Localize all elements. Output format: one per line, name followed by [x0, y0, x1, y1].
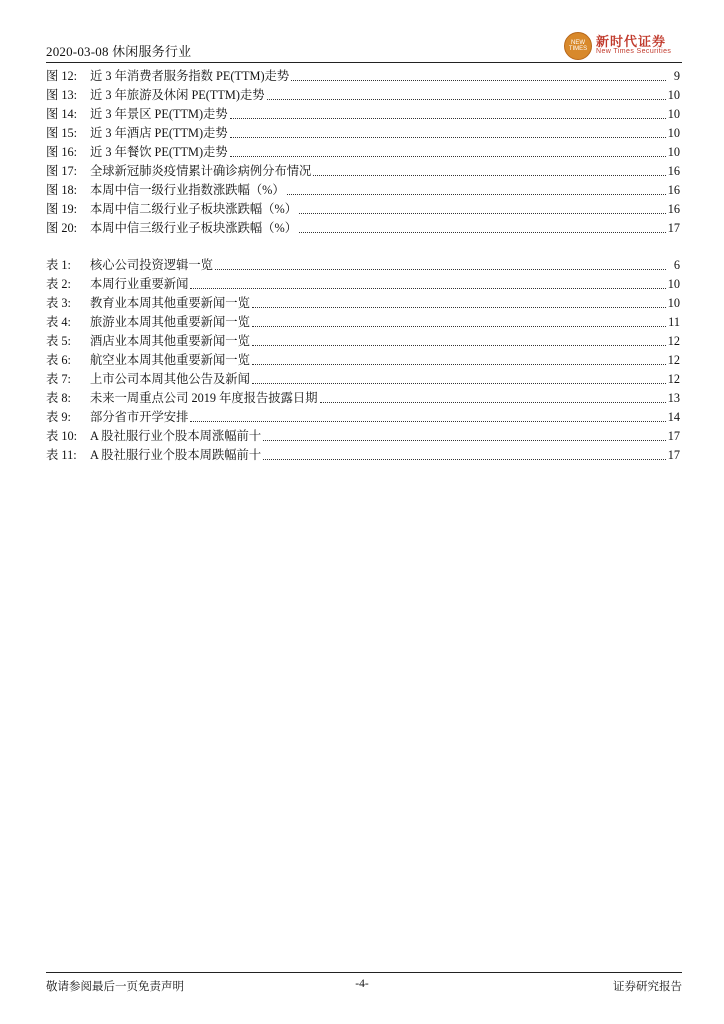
- figure-entry-page: 10: [667, 107, 680, 121]
- table-entry[interactable]: [46, 313, 680, 331]
- dot-leader: [190, 288, 665, 289]
- table-entry-page: 13: [667, 391, 680, 405]
- table-entry[interactable]: [46, 446, 680, 464]
- dot-leader: [287, 194, 666, 195]
- table-entry-title: 本周行业重要新闻: [90, 277, 189, 291]
- table-entry-title: 航空业本周其他重要新闻一览: [90, 353, 250, 367]
- figure-entry-label: 图 17:: [46, 164, 78, 178]
- table-entry[interactable]: [46, 351, 680, 369]
- figure-entry[interactable]: [46, 124, 680, 142]
- table-entry-title: 上市公司本周其他公告及新闻: [90, 372, 250, 386]
- dot-leader: [252, 383, 666, 384]
- logo-name-cn: 新时代证券: [596, 35, 667, 50]
- figure-entry-label: 图 16:: [46, 145, 78, 159]
- table-entry-title: 旅游业本周其他重要新闻一览: [90, 315, 250, 329]
- table-entry-label: 表 5:: [46, 334, 71, 348]
- figure-entry[interactable]: [46, 200, 680, 218]
- dot-leader: [252, 364, 666, 365]
- logo-mark-icon: [564, 32, 592, 60]
- dot-leader: [215, 269, 666, 270]
- figure-entry-page: 16: [667, 183, 680, 197]
- table-entry-title: 酒店业本周其他重要新闻一览: [90, 334, 250, 348]
- table-entry-title: 教育业本周其他重要新闻一览: [90, 296, 250, 310]
- dot-leader: [320, 402, 666, 403]
- table-entry-page: 10: [667, 277, 680, 291]
- table-entry-label: 表 4:: [46, 315, 71, 329]
- company-logo: [564, 30, 682, 60]
- table-entry-page: 11: [668, 315, 680, 329]
- dot-leader: [267, 99, 666, 100]
- dot-leader: [263, 440, 666, 441]
- figure-entry-label: 图 12:: [46, 69, 78, 83]
- figure-entry-title: 近 3 年餐饮 PE(TTM)走势: [90, 145, 228, 159]
- table-entry[interactable]: [46, 389, 680, 407]
- footer-report-type: 证券研究报告: [613, 981, 682, 993]
- dot-leader: [313, 175, 665, 176]
- figure-entry-label: 图 18:: [46, 183, 78, 197]
- figure-entry-page: 9: [673, 69, 680, 83]
- table-entry-page: 17: [667, 429, 680, 443]
- figure-entry-title: 本周中信二级行业子板块涨跌幅（%）: [90, 202, 297, 216]
- dot-leader: [230, 118, 666, 119]
- table-entry-label: 表 6:: [46, 353, 71, 367]
- table-entry[interactable]: [46, 408, 680, 426]
- figure-entry[interactable]: [46, 162, 680, 180]
- logo-name-en: New Times Securities: [596, 48, 672, 55]
- table-entry-label: 表 9:: [46, 410, 71, 424]
- dot-leader: [230, 137, 666, 138]
- logo-mark-text-2: TIMES: [568, 46, 588, 52]
- figure-entry-title: 全球新冠肺炎疫情累计确诊病例分布情况: [90, 164, 312, 178]
- page-header: [46, 35, 682, 62]
- footer-divider: [46, 972, 682, 973]
- dot-leader: [252, 307, 666, 308]
- figure-entry[interactable]: [46, 143, 680, 161]
- figure-entry-label: 图 15:: [46, 126, 78, 140]
- figure-entry-page: 16: [667, 202, 680, 216]
- header-divider: [46, 62, 682, 63]
- figure-entry[interactable]: [46, 86, 680, 104]
- header-date-industry: 2020-03-08 休闲服务行业: [46, 44, 192, 59]
- figure-entry-title: 近 3 年旅游及休闲 PE(TTM)走势: [90, 88, 265, 102]
- table-entry-title: A 股社服行业个股本周跌幅前十: [90, 448, 262, 462]
- table-entry[interactable]: [46, 332, 680, 350]
- table-entry-label: 表 7:: [46, 372, 71, 386]
- table-entry-page: 12: [667, 372, 680, 386]
- table-entry-label: 表 8:: [46, 391, 71, 405]
- dot-leader: [190, 421, 665, 422]
- table-entry-label: 表 3:: [46, 296, 71, 310]
- table-entry-page: 17: [667, 448, 680, 462]
- figure-entry-page: 16: [667, 164, 680, 178]
- figure-entry-label: 图 13:: [46, 88, 78, 102]
- table-entry-label: 表 10:: [46, 429, 78, 443]
- dot-leader: [252, 326, 666, 327]
- figure-entry-label: 图 19:: [46, 202, 78, 216]
- dot-leader: [291, 80, 666, 81]
- figure-entry-page: 17: [667, 221, 680, 235]
- figure-entry[interactable]: [46, 105, 680, 123]
- table-entry-page: 12: [667, 334, 680, 348]
- table-entry-page: 10: [667, 296, 680, 310]
- table-entry-label: 表 2:: [46, 277, 71, 291]
- table-entry-page: 12: [667, 353, 680, 367]
- figure-entry-page: 10: [667, 126, 680, 140]
- figure-entry-page: 10: [667, 88, 680, 102]
- figure-entry-label: 图 14:: [46, 107, 78, 121]
- table-entry-page: 14: [667, 410, 680, 424]
- figure-entry-title: 本周中信三级行业子板块涨跌幅（%）: [90, 221, 297, 235]
- table-entry[interactable]: [46, 427, 680, 445]
- figure-entry-label: 图 20:: [46, 221, 78, 235]
- dot-leader: [263, 459, 666, 460]
- figure-entry[interactable]: [46, 67, 680, 85]
- table-entry[interactable]: [46, 294, 680, 312]
- figure-entry-page: 10: [667, 145, 680, 159]
- table-entry[interactable]: [46, 275, 680, 293]
- figure-entry-title: 近 3 年消费者服务指数 PE(TTM)走势: [90, 69, 290, 83]
- figure-entry-title: 近 3 年景区 PE(TTM)走势: [90, 107, 228, 121]
- table-entry-title: 部分省市开学安排: [90, 410, 189, 424]
- figure-entry[interactable]: [46, 181, 680, 199]
- page-number: -4-: [355, 978, 369, 990]
- figure-entry-title: 本周中信一级行业指数涨跌幅（%）: [90, 183, 285, 197]
- footer-disclaimer: 敬请参阅最后一页免责声明: [46, 981, 184, 993]
- dot-leader: [252, 345, 666, 346]
- figure-entry[interactable]: [46, 219, 680, 237]
- table-entry[interactable]: [46, 256, 680, 274]
- table-entry-label: 表 11:: [46, 448, 77, 462]
- table-entry[interactable]: [46, 370, 680, 388]
- dot-leader: [299, 213, 666, 214]
- dot-leader: [230, 156, 666, 157]
- logo-mark-text-1: NEW: [571, 40, 585, 46]
- table-entry-title: 核心公司投资逻辑一览: [90, 258, 213, 272]
- table-entry-title: 未来一周重点公司 2019 年度报告披露日期: [90, 391, 318, 405]
- table-entry-title: A 股社服行业个股本周涨幅前十: [90, 429, 262, 443]
- table-entry-label: 表 1:: [46, 258, 71, 272]
- dot-leader: [299, 232, 666, 233]
- table-entry-page: 6: [673, 258, 680, 272]
- figure-entry-title: 近 3 年酒店 PE(TTM)走势: [90, 126, 228, 140]
